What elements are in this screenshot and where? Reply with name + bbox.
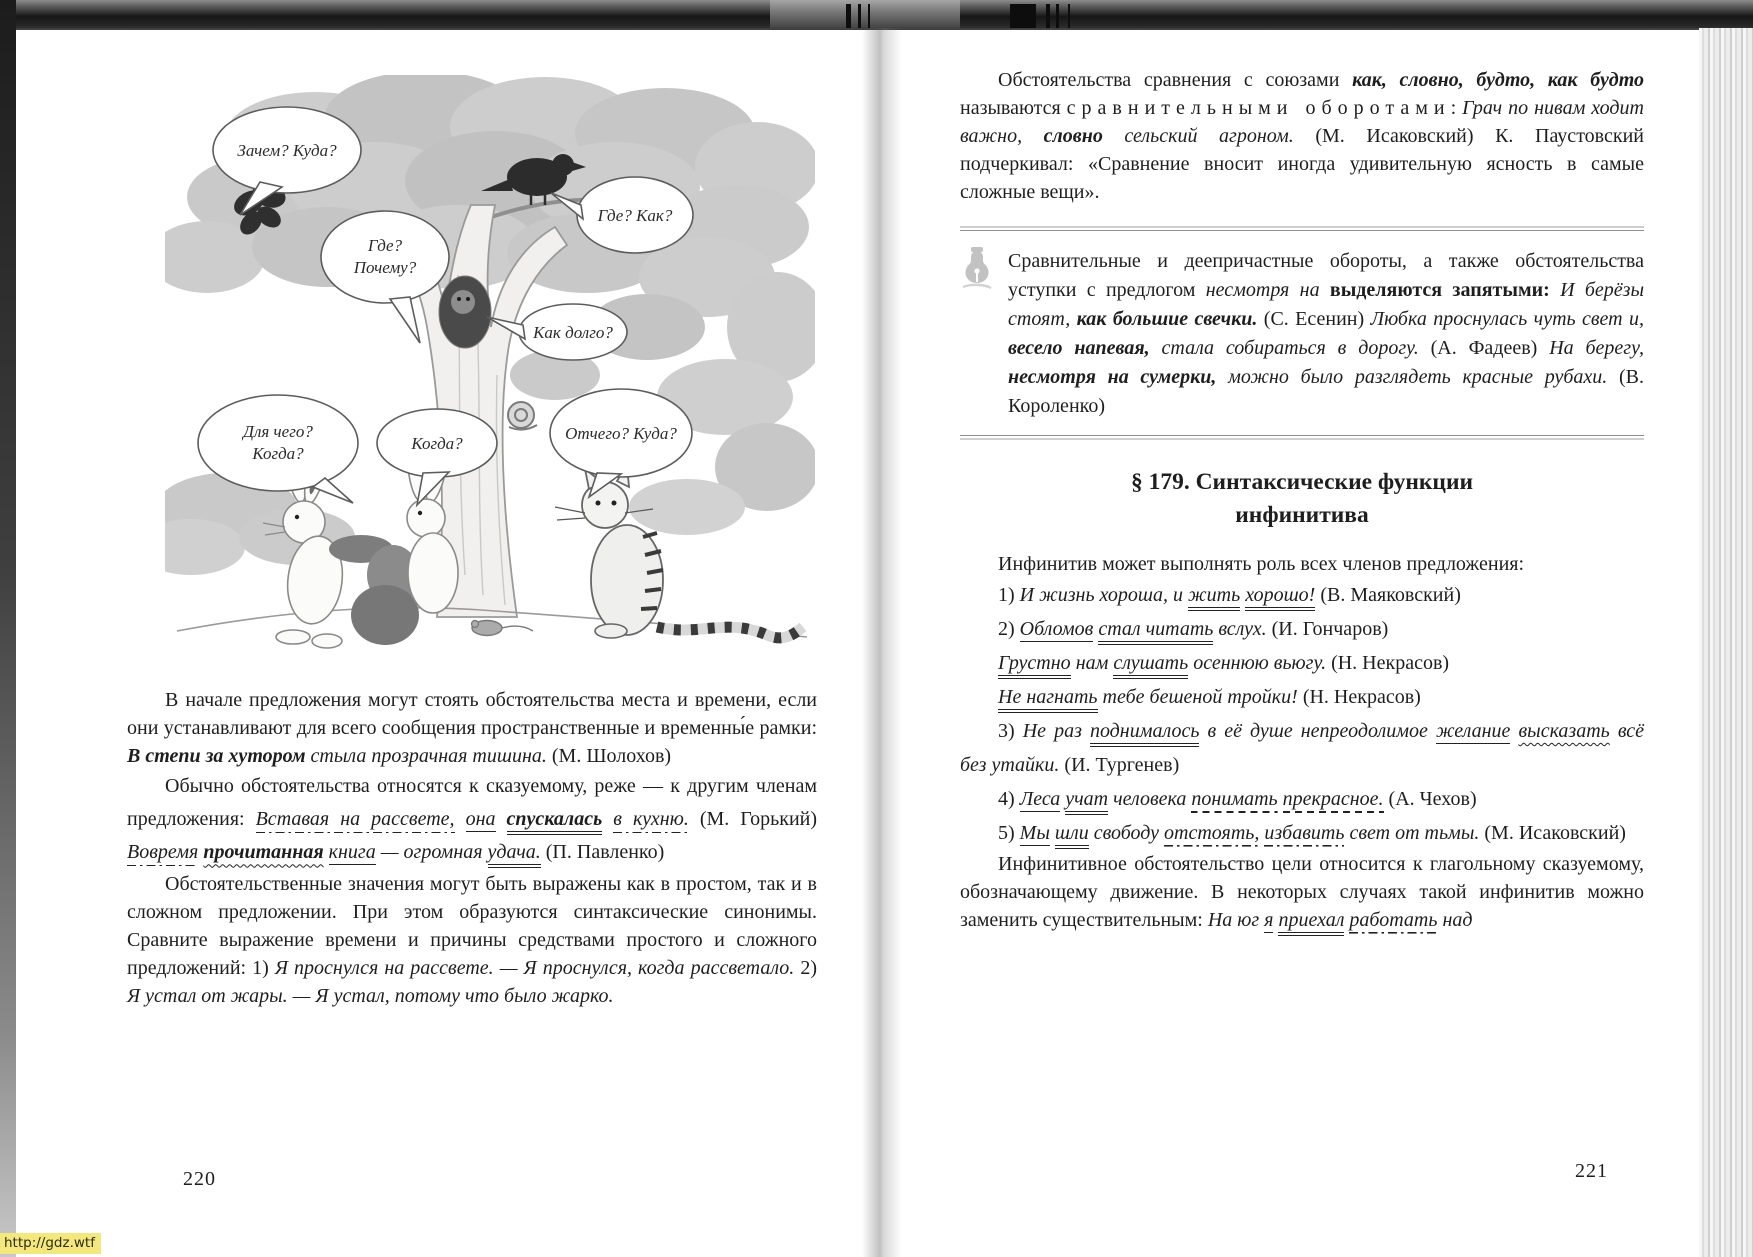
book-page-stack-edge bbox=[1699, 28, 1753, 1257]
text-segment: выделяются запятыми: bbox=[1329, 279, 1550, 301]
text-segment: поднималось bbox=[1089, 719, 1200, 742]
text-segment: На юг bbox=[1207, 908, 1265, 931]
text-segment: шли bbox=[1054, 821, 1089, 844]
right-page-text bbox=[960, 66, 1644, 934]
rule-box-text bbox=[1008, 247, 1644, 421]
section-heading bbox=[960, 466, 1644, 532]
text-segment: учат bbox=[1065, 787, 1109, 810]
text-segment: 1) bbox=[998, 583, 1020, 606]
page-edge-mark bbox=[1056, 4, 1059, 28]
section-heading-line1: § 179. Синтаксические функции bbox=[1130, 469, 1474, 495]
text-segment: (Н. Некрасов) bbox=[1326, 651, 1450, 674]
text-segment: На берегу, bbox=[1549, 337, 1644, 359]
text-segment: 3) bbox=[998, 719, 1023, 742]
tree-hollow-squirrel bbox=[439, 276, 491, 348]
text-segment: 5) bbox=[998, 821, 1020, 844]
text-segment: она bbox=[465, 808, 496, 831]
text-segment: называются bbox=[960, 97, 1067, 119]
text-segment: Обстоятельства сравнения с союзами bbox=[998, 69, 1353, 91]
text-segment: Не раз bbox=[1022, 719, 1090, 742]
text-segment: Любка проснулась чуть свет и, bbox=[1370, 308, 1644, 330]
text-segment: Мы bbox=[1019, 821, 1050, 844]
text-segment: свободу bbox=[1088, 821, 1165, 844]
text-segment: Я проснулся на рассвете. — Я проснулся, когда рассветало. bbox=[274, 956, 795, 979]
page-number-left: 220 bbox=[183, 1168, 216, 1190]
speech-bubble-text: Когда? bbox=[252, 444, 304, 463]
rule-box bbox=[960, 230, 1644, 436]
text-segment: избавить bbox=[1264, 822, 1344, 847]
page-edge-mark bbox=[1068, 4, 1070, 28]
example-2 bbox=[960, 612, 1644, 646]
paragraph-infinitive-lead bbox=[960, 550, 1644, 578]
example-2b bbox=[960, 646, 1644, 680]
text-segment: высказать bbox=[1518, 719, 1610, 742]
text-segment: несмотря на bbox=[1205, 279, 1320, 301]
text-segment: я bbox=[1264, 908, 1274, 931]
example-2c bbox=[960, 680, 1644, 714]
speech-bubble-text: Где? Как? bbox=[597, 206, 673, 225]
text-segment: В степи за хутором bbox=[127, 745, 306, 767]
text-segment: желание bbox=[1435, 719, 1511, 742]
text-segment: Инфинитивное обстоятельство цели относится к глагольному сказуемому, обозначающему движение. В некоторых случаях такой инфинитив можно заменить существительным: bbox=[960, 852, 1644, 931]
text-segment: хорошо! bbox=[1245, 583, 1316, 606]
text-segment bbox=[1278, 788, 1283, 810]
text-segment: как большие свечки. bbox=[1076, 308, 1258, 330]
text-segment: (М. Исаковский) К. Паустовский подчеркивал: «Сравнение вносит иногда удивительную ясность в самые сложные вещи». bbox=[960, 125, 1644, 203]
text-segment: осеннюю вьюгу. bbox=[1188, 651, 1327, 674]
page-edge-mark bbox=[1010, 4, 1036, 28]
page-edge-mark bbox=[1046, 4, 1050, 28]
speech-bubble-text: Зачем? Куда? bbox=[237, 141, 337, 160]
text-segment: (М. Исаковский) bbox=[1479, 821, 1626, 844]
text-segment: можно было разглядеть красные рубахи. bbox=[1216, 366, 1608, 388]
text-segment: В начале предложения могут стоять обстоятельства места и времени, если они устанавливают для всего сообщения пространственные и временны́е рамки: bbox=[127, 689, 817, 739]
text-segment: (С. Есенин) bbox=[1257, 308, 1371, 330]
text-segment: Я устал от жары. — Я устал, потому что было жарко. bbox=[127, 984, 614, 1007]
text-segment: вслух. bbox=[1213, 617, 1267, 640]
paragraph-syntactic-synonyms bbox=[127, 870, 817, 1010]
text-segment: тебе бешеной тройки! bbox=[1097, 685, 1298, 708]
text-segment: как, словно, будто, как будто bbox=[1352, 69, 1644, 91]
text-segment: словно bbox=[1043, 125, 1103, 147]
page-edge-mark bbox=[868, 4, 870, 28]
text-segment: И жизнь хороша, и bbox=[1019, 583, 1189, 606]
text-segment: И берёзы стоят, bbox=[1008, 279, 1645, 330]
text-segment: удача. bbox=[487, 841, 541, 864]
paragraph-comparative-phrases bbox=[960, 66, 1644, 206]
page-number-right: 221 bbox=[1575, 1160, 1608, 1182]
text-segment: Не нагнать bbox=[998, 685, 1098, 708]
text-segment: прочитанная bbox=[203, 841, 324, 864]
text-segment bbox=[1320, 279, 1330, 301]
text-segment: (А. Чехов) bbox=[1383, 787, 1477, 810]
text-segment: (М. Горький) bbox=[688, 808, 818, 831]
text-segment: 2) bbox=[794, 956, 817, 979]
text-segment bbox=[324, 841, 329, 863]
text-segment: (В. Короленко) bbox=[1008, 366, 1645, 417]
carrot-bundle bbox=[329, 535, 419, 645]
text-segment bbox=[496, 808, 507, 830]
scan-left-edge bbox=[0, 0, 16, 1257]
text-segment: (М. Шолохов) bbox=[546, 745, 672, 767]
text-segment: весело напевая, bbox=[1008, 337, 1150, 359]
text-segment: сельский агроном. bbox=[1102, 125, 1294, 147]
text-segment: (П. Павленко) bbox=[540, 841, 665, 864]
text-segment bbox=[455, 808, 466, 830]
example-5 bbox=[960, 816, 1644, 850]
speech-bubble-text: Отчего? Куда? bbox=[565, 424, 677, 443]
paragraph-adverbials-start bbox=[127, 686, 817, 770]
example-1 bbox=[960, 578, 1644, 612]
text-segment: слушать bbox=[1113, 651, 1189, 674]
text-segment: отстоять, bbox=[1164, 822, 1259, 847]
text-segment: Вовремя bbox=[127, 841, 198, 866]
pen-nib-icon bbox=[962, 247, 992, 289]
speech-bubble bbox=[321, 211, 449, 303]
text-segment: свет от тьмы. bbox=[1344, 821, 1480, 844]
text-segment: в её душе непреодолимое bbox=[1199, 719, 1436, 742]
text-segment: человека bbox=[1108, 787, 1192, 810]
paragraph-infinitive-purpose bbox=[960, 850, 1644, 934]
paragraph-adverbials-predicate bbox=[127, 770, 817, 870]
speech-bubble-text: Где? bbox=[367, 236, 403, 255]
page-edge-mark bbox=[858, 4, 861, 28]
text-segment: несмотря на сумерки, bbox=[1008, 366, 1217, 388]
text-segment: (В. Маяковский) bbox=[1315, 583, 1461, 606]
text-segment: прекрасное. bbox=[1283, 788, 1384, 813]
book-gutter bbox=[862, 28, 902, 1257]
text-segment: 2) bbox=[998, 617, 1020, 640]
text-segment: (Н. Некрасов) bbox=[1297, 685, 1421, 708]
watermark-url: http://gdz.wtf bbox=[0, 1233, 101, 1254]
text-segment: книга bbox=[328, 841, 376, 864]
text-segment: Сравнительные и деепричастные обороты, а также обстоятельства уступки с предлогом bbox=[1008, 250, 1644, 301]
text-segment: над bbox=[1437, 908, 1473, 931]
mouse bbox=[472, 621, 534, 636]
example-4 bbox=[960, 782, 1644, 816]
speech-bubble-text: Когда? bbox=[411, 434, 463, 453]
text-segment: Леса bbox=[1019, 787, 1061, 810]
scan-top-edge-highlight bbox=[770, 0, 960, 30]
scan-top-edge bbox=[0, 0, 1753, 30]
speech-bubble-text: Для чего? bbox=[243, 422, 313, 441]
text-segment: нам bbox=[1070, 651, 1114, 674]
snail bbox=[508, 402, 537, 430]
text-segment: Вставая на рассвете, bbox=[256, 808, 455, 833]
tree-illustration-svg bbox=[165, 75, 815, 655]
text-segment: (И. Тургенев) bbox=[1059, 753, 1180, 776]
text-segment bbox=[602, 808, 613, 830]
text-segment: работать bbox=[1349, 909, 1437, 934]
example-3 bbox=[960, 714, 1644, 782]
text-segment: Грач по нивам ходит важно, bbox=[960, 97, 1644, 147]
speech-bubble bbox=[198, 395, 358, 491]
text-segment: стал читать bbox=[1098, 617, 1214, 640]
tree-illustration bbox=[165, 75, 815, 655]
text-segment: жить bbox=[1188, 583, 1241, 606]
text-segment: (А. Фадеев) bbox=[1418, 337, 1550, 359]
text-segment: сравнительными оборотами bbox=[1066, 97, 1451, 119]
text-segment: : bbox=[1450, 97, 1463, 119]
speech-bubble-text: Почему? bbox=[353, 258, 417, 277]
text-segment: в кухню. bbox=[613, 808, 689, 833]
text-segment: 4) bbox=[998, 787, 1020, 810]
text-segment: понимать bbox=[1191, 788, 1277, 813]
left-page-text bbox=[127, 686, 817, 1010]
text-segment: — огромная bbox=[375, 841, 488, 864]
text-segment: Инфинитив может выполнять роль всех членов предложения: bbox=[998, 552, 1525, 575]
text-segment: Грустно bbox=[998, 651, 1071, 674]
text-segment bbox=[1550, 279, 1560, 301]
text-segment: приехал bbox=[1278, 908, 1345, 931]
section-heading-line2: инфинитива bbox=[1235, 501, 1369, 528]
text-segment: Обычно обстоятельства относятся к сказуемому, реже — к другим членам предложения: bbox=[127, 775, 817, 831]
text-segment: Обломов bbox=[1019, 617, 1094, 640]
text-segment: стала собираться в дорогу. bbox=[1149, 337, 1419, 359]
text-segment: Обстоятельственные значения могут быть выражены как в простом, так и в сложном предложении. При этом образуются синтаксические синонимы. Сравните выражение времени и причины средствами простого и сложного предложений: 1) bbox=[127, 872, 817, 979]
text-segment: (И. Гончаров) bbox=[1266, 617, 1389, 640]
text-segment: всё без утайки. bbox=[960, 719, 1644, 776]
speech-bubble-text: Как долго? bbox=[533, 323, 613, 342]
page-edge-mark bbox=[846, 4, 851, 28]
text-segment: стыла прозрачная тишина. bbox=[305, 745, 547, 767]
text-segment: спускалась bbox=[506, 808, 603, 831]
